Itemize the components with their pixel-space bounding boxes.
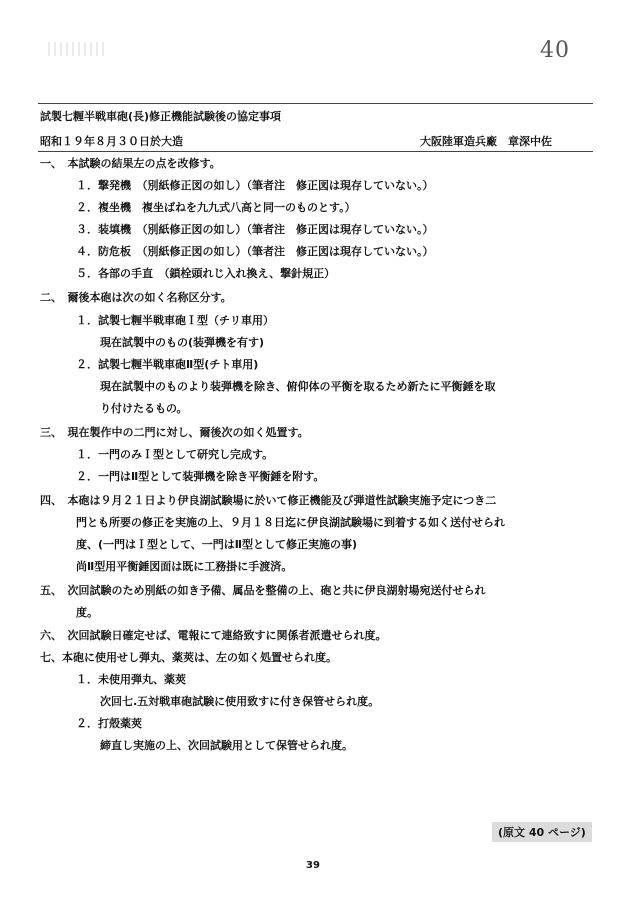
section-2-item-1-detail: 現在試製中のもの(装弾機を有す) bbox=[100, 336, 265, 349]
section-3-heading: 三、 現在製作中の二門に対し、爾後次の如く処置す。 bbox=[40, 426, 309, 439]
section-7-item-2: ２．打殻薬莢 bbox=[76, 717, 142, 730]
section-7-item-1-detail: 次回七.五対戦車砲試験に使用致すに付き保管せられ度。 bbox=[100, 695, 380, 708]
section-2-item-2-detail: 現在試製中のものより装弾機を除き、俯仰体の平衡を取るため新たに平衡錘を取 bbox=[100, 380, 496, 393]
section-4-line-2: 門とも所要の修正を実施の上、９月１８日迄に伊良湖試験場に到着する如く送付せられ bbox=[76, 516, 505, 529]
section-7-item-1: １．未使用弾丸、薬莢 bbox=[76, 673, 186, 686]
footer-page-number: 39 bbox=[306, 860, 320, 871]
section-2-heading: 二、 爾後本砲は次の如く名称区分す。 bbox=[40, 291, 232, 304]
original-page-number: 40 bbox=[540, 38, 570, 63]
section-1-item-3: ３．装填機 （別紙修正図の如し）（筆者注 修正図は現存していない。） bbox=[76, 223, 434, 236]
source-page-tag: (原文 40 ページ) bbox=[492, 822, 592, 842]
date-place: 昭和１９年８月３０日於大造 bbox=[40, 135, 183, 148]
section-6: 六、 次回試験日確定せば、電報にて連絡致すに関係者派遣せられ度。 bbox=[40, 629, 387, 642]
section-1-item-5: ５．各部の手直 （鎖栓頭れじ入れ換え、撃針規正） bbox=[76, 267, 336, 280]
document-title: 試製七糎半戦車砲(長)修正機能試験後の協定事項 bbox=[40, 110, 282, 123]
section-5-line-2: 度。 bbox=[76, 606, 98, 619]
section-1-item-2: ２．複坐機 複坐ばねを九九式八高と同一のものとす。） bbox=[76, 201, 356, 214]
section-1-item-4: ４．防危板 （別紙修正図の如し）（筆者注 修正図は現存していない。） bbox=[76, 245, 434, 258]
section-3-item-2: ２．一門はⅡ型として装弾機を除き平衡錘を附す。 bbox=[76, 470, 325, 483]
scan-smudge bbox=[48, 42, 108, 56]
organization: 大阪陸軍造兵廠 章深中佐 bbox=[420, 135, 552, 148]
section-1-heading: 一、 本試験の結果左の点を改修す。 bbox=[40, 157, 221, 170]
section-7-item-2-detail: 締直し実施の上、次回試験用として保管せられ度。 bbox=[100, 739, 353, 752]
section-3-item-1: １．一門のみＩ型として研究し完成す。 bbox=[76, 448, 274, 461]
header-rule bbox=[38, 151, 593, 152]
section-4-line-3: 度、(一門はＩ型として、一門はⅡ型として修正実施の事) bbox=[76, 538, 358, 551]
section-2-item-2: ２．試製七糎半戦車砲Ⅱ型(チト車用) bbox=[76, 358, 259, 371]
section-5-line-1: 五、 次回試験のため別紙の如き予備、属品を整備の上、砲と共に伊良湖射場宛送付せられ bbox=[40, 584, 486, 597]
section-4-line-1: 四、 本砲は９月２１日より伊良湖試験場に於いて修正機能及び弾道性試験実施予定につき二 bbox=[40, 494, 497, 507]
section-2-item-1: １．試製七糎半戦車砲Ｉ型（チリ車用） bbox=[76, 314, 274, 327]
top-rule bbox=[38, 103, 593, 104]
section-2-item-2-detail-cont: り付けたるもの。 bbox=[100, 402, 188, 415]
section-1-item-1: １．撃発機 （別紙修正図の如し）（筆者注 修正図は現存していない。） bbox=[76, 179, 434, 192]
section-4-line-4: 尚Ⅱ型用平衡錘図面は既に工務掛に手渡済。 bbox=[76, 560, 293, 573]
section-7-heading: 七、本砲に使用せし弾丸、薬莢は、左の如く処置せられ度。 bbox=[40, 651, 337, 664]
